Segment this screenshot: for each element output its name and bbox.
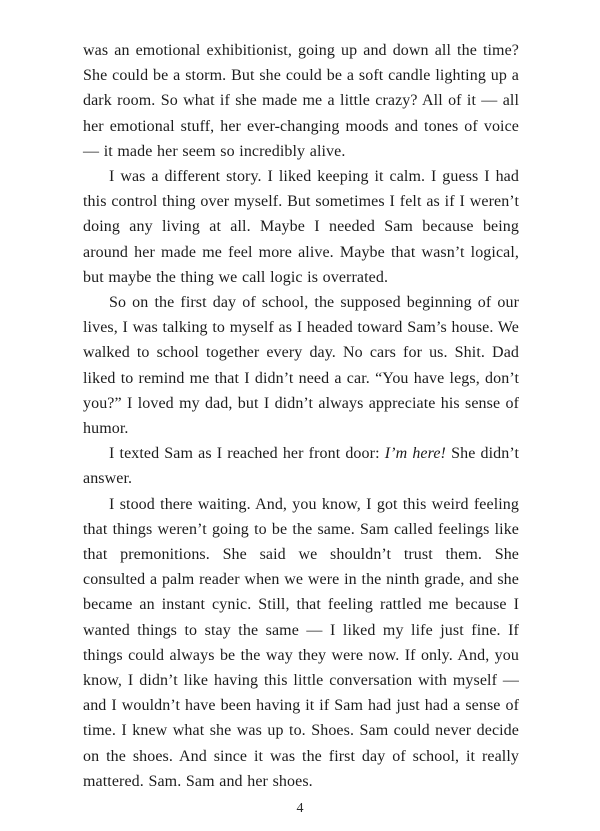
text-segment: She didn’t answer. [83,445,520,488]
paragraph: I was a different story. I liked keeping it calm. I guess I had this control thing over myself. But sometimes I felt as if I weren’t doing any living at all. Maybe I needed Sam because being around her made me feel more alive. Maybe that wasn’t logical, but maybe the thing we call logic is overrated. [83,168,519,286]
paragraph: I stood there waiting. And, you know, I got this weird feeling that things weren’t going to be the same. Sam called feelings like that premonitions. She said we shouldn’t trust them. She consulted a palm reader when we were in the ninth grade, and she became an instant cynic. Still, that feeling rattled me because I wanted things to stay the same — I liked my life just fine. If things could always be the way they were now. If only. And, you know, I didn’t like having this little conversation with myself — and I wouldn’t have been having it if Sam had just had a sense of time. I knew what she was up to. Shoes. Sam could never decide on the shoes. And since it was the first day of school, it really mattered. Sam. Sam and her shoes. [83,495,519,790]
paragraph-continuation: was an emotional exhibitionist, going up and down all the time? She could be a storm. But she could be a soft candle lighting up a dark room. So what if she made me a little crazy? All of it — all her emotional stuff, her ever-changing moods and tones of voice — it made her seem so incredibly alive. [83,42,519,160]
paragraph-with-italic [83,441,519,491]
text-segment: I texted Sam as I reached her front door: [109,445,385,463]
paragraph: So on the first day of school, the supposed beginning of our lives, I was talking to myself as I headed toward Sam’s house. We walked to school together every day. No cars for us. Shit. Dad liked to remind me that I didn’t need a car. “You have legs, don’t you?” I loved my dad, but I didn’t always appreciate his sense of humor. [83,294,519,438]
text-block [83,38,519,794]
page-number: 4 [296,801,304,816]
italic-text-segment: I’m here! [384,445,446,463]
